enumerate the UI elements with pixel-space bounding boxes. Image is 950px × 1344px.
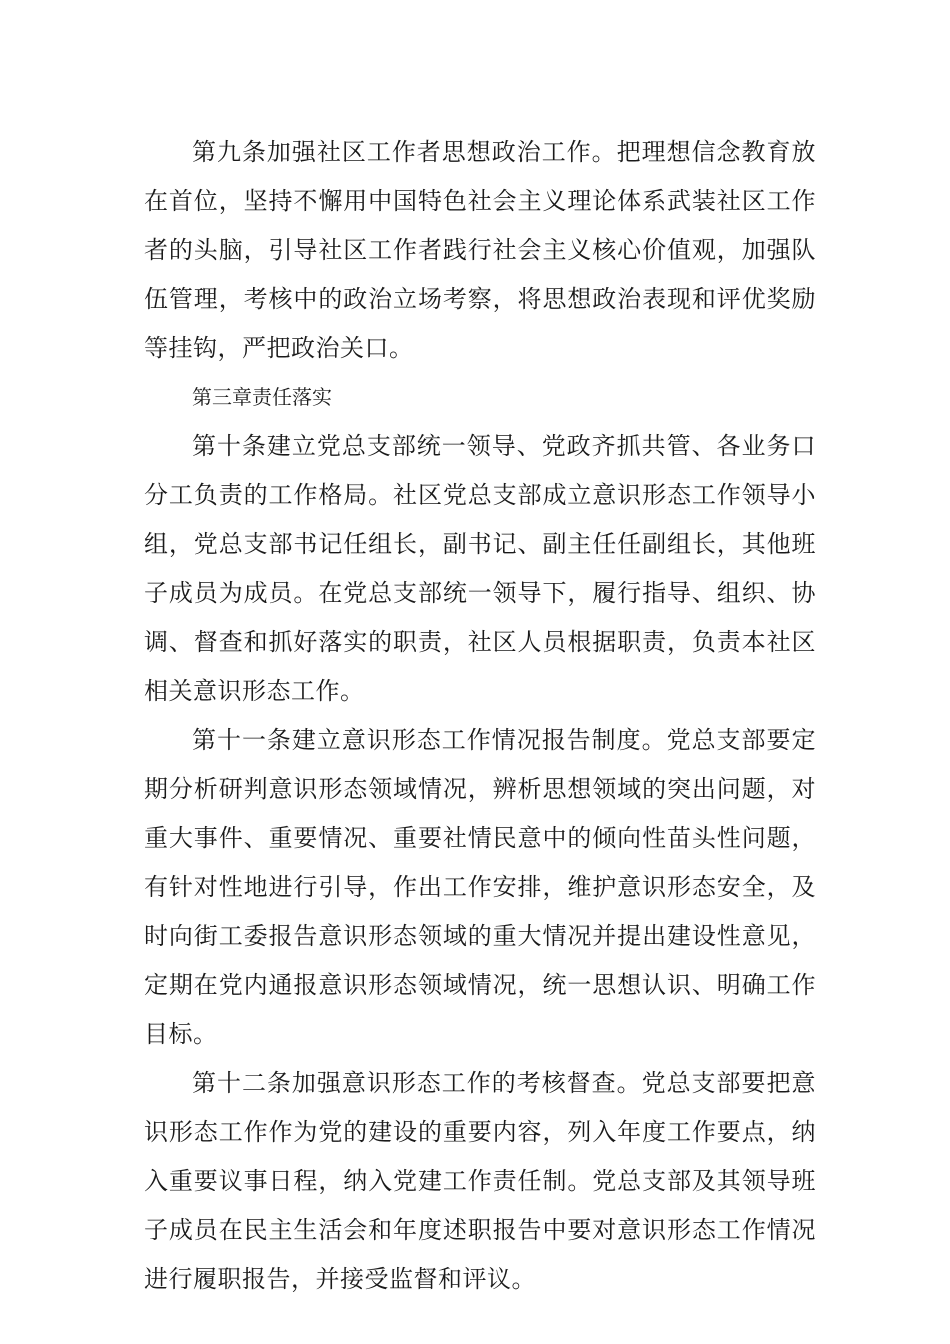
document-body bbox=[144, 128, 816, 1304]
article-9-paragraph: 第九条加强社区工作者思想政治工作。把理想信念教育放在首位，坚持不懈用中国特色社会主义理论体系武装社区工作者的头脑，引导社区工作者践行社会主义核心价值观，加强队伍管理，考核中的政治立场考察，将思想政治表现和评优奖励等挂钩，严把政治关口。 bbox=[144, 138, 816, 362]
article-12-paragraph: 第十二条加强意识形态工作的考核督查。党总支部要把意识形态工作作为党的建设的重要内容，列入年度工作要点，纳入重要议事日程，纳入党建工作责任制。党总支部及其领导班子成员在民主生活会和年度述职报告中要对意识形态工作情况进行履职报告，并接受监督和评议。 bbox=[144, 1069, 816, 1293]
chapter-3-heading: 第三章责任落实 bbox=[192, 385, 332, 409]
article-11-paragraph: 第十一条建立意识形态工作情况报告制度。党总支部要定期分析研判意识形态领域情况，辨析思想领域的突出问题，对重大事件、重要情况、重要社情民意中的倾向性苗头性问题，有针对性地进行引导，作出工作安排，维护意识形态安全，及时向街工委报告意识形态领域的重大情况并提出建设性意见，定期在党内通报意识形态领域情况，统一思想认识、明确工作目标。 bbox=[144, 726, 816, 1048]
article-10-paragraph: 第十条建立党总支部统一领导、党政齐抓共管、各业务口分工负责的工作格局。社区党总支部成立意识形态工作领导小组，党总支部书记任组长，副书记、副主任任副组长，其他班子成员为成员。在党总支部统一领导下，履行指导、组织、协调、督查和抓好落实的职责，社区人员根据职责，负责本社区相关意识形态工作。 bbox=[144, 432, 816, 705]
